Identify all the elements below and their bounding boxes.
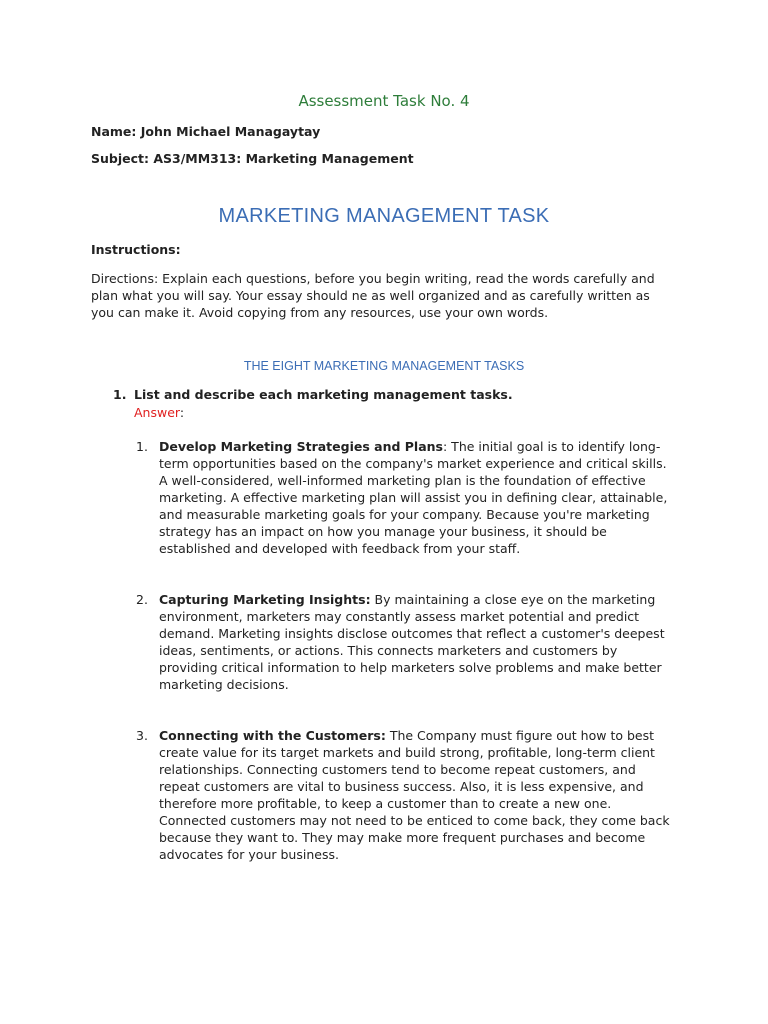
answer-item-text: By maintaining a close eye on the marketing environment, marketers may constantly assess market potential and predict demand. Marketing insights disclose outcomes that reflect a customer's deepest ideas, sentiments, or actions. This connects marketers and customers by providing critical information to help marketers solve problems and make better marketing decisions. bbox=[159, 592, 665, 692]
answer-item-number: 1. bbox=[136, 439, 148, 454]
answer-item-heading: Develop Marketing Strategies and Plans bbox=[159, 439, 443, 454]
assessment-task-title: Assessment Task No. 4 bbox=[298, 92, 470, 110]
answer-item-number: 2. bbox=[136, 592, 148, 607]
question-number: 1. bbox=[113, 387, 127, 402]
answer-item-body bbox=[159, 438, 677, 557]
student-name: Name: John Michael Managaytay bbox=[91, 124, 321, 139]
subject-line: Subject: AS3/MM313: Marketing Management bbox=[91, 151, 414, 166]
answer-colon: : bbox=[179, 405, 185, 420]
answer-item-heading: Capturing Marketing Insights: bbox=[159, 592, 371, 607]
answer-item-body bbox=[159, 591, 677, 693]
answer-item-body bbox=[159, 727, 677, 863]
directions-paragraph: Directions: Explain each questions, before you begin writing, read the words carefully and plan what you will say. Your essay should ne as well organized and as carefully written as you can make it. Avoid copying from any resources, use your own words. bbox=[91, 271, 655, 320]
answer-item-number: 3. bbox=[136, 728, 148, 743]
answer-item-text: : The initial goal is to identify long-term opportunities based on the company's market experience and critical skills. A well-considered, well-informed marketing plan is the foundation of effective marketing. A effective marketing plan will assist you in defining clear, attainable, and measurable marketing goals for your company. Because you're marketing strategy has an impact on how you manage your business, it should be established and developed with feedback from your staff. bbox=[159, 439, 668, 556]
question-text: List and describe each marketing management tasks. bbox=[134, 387, 513, 402]
answer-item-heading: Connecting with the Customers: bbox=[159, 728, 386, 743]
answer-label bbox=[134, 405, 184, 420]
page-title: MARKETING MANAGEMENT TASK bbox=[218, 205, 550, 227]
section-title: THE EIGHT MARKETING MANAGEMENT TASKS bbox=[243, 359, 525, 373]
instructions-label: Instructions: bbox=[91, 242, 181, 257]
answer-label-text: Answer bbox=[134, 405, 180, 420]
answer-item-text: The Company must figure out how to best create value for its target markets and build strong, profitable, long-term client relationships. Connecting customers tend to become repeat customers, and repeat customers are vital to business success. Also, it is less expensive, and therefore more profitable, to keep a customer than to create a new one. Connected customers may not need to be enticed to come back, they come back because they want to. They may make more frequent purchases and become advocates for your business. bbox=[159, 728, 670, 862]
